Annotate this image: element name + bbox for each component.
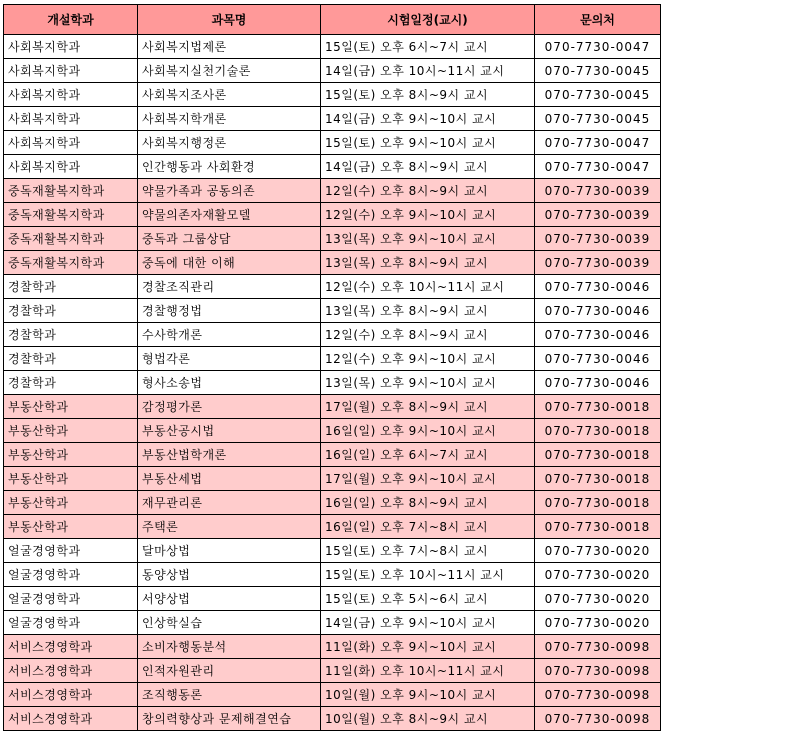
contact-cell: 070-7730-0018 [535,443,661,467]
contact-cell: 070-7730-0098 [535,635,661,659]
table-row [4,467,661,491]
schedule-cell: 16일(일) 오후 8시~9시 교시 [321,491,535,515]
table-row [4,587,661,611]
subject-cell: 서양상법 [138,587,321,611]
table-row [4,419,661,443]
schedule-cell: 17일(월) 오후 9시~10시 교시 [321,467,535,491]
department-cell: 사회복지학과 [4,83,138,107]
subject-cell: 부동산법학개론 [138,443,321,467]
department-cell: 경찰학과 [4,371,138,395]
schedule-cell: 13일(목) 오후 9시~10시 교시 [321,227,535,251]
table-row [4,107,661,131]
schedule-cell: 11일(화) 오후 10시~11시 교시 [321,659,535,683]
table-row [4,659,661,683]
subject-cell: 감정평가론 [138,395,321,419]
table-row [4,707,661,731]
contact-cell: 070-7730-0039 [535,251,661,275]
subject-cell: 약물가족과 공동의존 [138,179,321,203]
schedule-cell: 15일(토) 오후 6시~7시 교시 [321,35,535,59]
table-row [4,323,661,347]
schedule-cell: 11일(화) 오후 9시~10시 교시 [321,635,535,659]
subject-cell: 중독과 그룹상담 [138,227,321,251]
schedule-cell: 16일(일) 오후 6시~7시 교시 [321,443,535,467]
table-row [4,203,661,227]
contact-cell: 070-7730-0045 [535,107,661,131]
schedule-cell: 13일(목) 오후 8시~9시 교시 [321,299,535,323]
subject-cell: 인간행동과 사회환경 [138,155,321,179]
contact-cell: 070-7730-0046 [535,275,661,299]
schedule-cell: 14일(금) 오후 9시~10시 교시 [321,611,535,635]
subject-cell: 조직행동론 [138,683,321,707]
contact-cell: 070-7730-0046 [535,371,661,395]
table-row [4,515,661,539]
department-cell: 중독재활복지학과 [4,251,138,275]
header-subject: 과목명 [138,5,321,35]
schedule-cell: 15일(토) 오후 8시~9시 교시 [321,83,535,107]
subject-cell: 사회복지실천기술론 [138,59,321,83]
department-cell: 얼굴경영학과 [4,539,138,563]
subject-cell: 사회복지조사론 [138,83,321,107]
table-row [4,635,661,659]
header-row [4,5,661,35]
department-cell: 중독재활복지학과 [4,179,138,203]
contact-cell: 070-7730-0039 [535,227,661,251]
department-cell: 부동산학과 [4,419,138,443]
schedule-cell: 10일(월) 오후 9시~10시 교시 [321,683,535,707]
department-cell: 사회복지학과 [4,35,138,59]
table-row [4,35,661,59]
schedule-cell: 13일(목) 오후 8시~9시 교시 [321,251,535,275]
department-cell: 얼굴경영학과 [4,563,138,587]
schedule-cell: 15일(토) 오후 9시~10시 교시 [321,131,535,155]
exam-schedule-table [3,4,661,731]
contact-cell: 070-7730-0018 [535,467,661,491]
table-row [4,683,661,707]
header-schedule: 시험일정(교시) [321,5,535,35]
contact-cell: 070-7730-0018 [535,491,661,515]
department-cell: 부동산학과 [4,515,138,539]
department-cell: 부동산학과 [4,491,138,515]
schedule-cell: 12일(수) 오후 9시~10시 교시 [321,347,535,371]
table-row [4,131,661,155]
table-row [4,491,661,515]
contact-cell: 070-7730-0098 [535,659,661,683]
schedule-cell: 12일(수) 오후 10시~11시 교시 [321,275,535,299]
subject-cell: 경찰행정법 [138,299,321,323]
department-cell: 경찰학과 [4,347,138,371]
department-cell: 사회복지학과 [4,131,138,155]
contact-cell: 070-7730-0020 [535,587,661,611]
subject-cell: 약물의존자재활모델 [138,203,321,227]
contact-cell: 070-7730-0047 [535,155,661,179]
table-body [4,35,661,731]
table-row [4,347,661,371]
table-row [4,155,661,179]
table-row [4,395,661,419]
department-cell: 서비스경영학과 [4,683,138,707]
header-department: 개설학과 [4,5,138,35]
department-cell: 사회복지학과 [4,155,138,179]
contact-cell: 070-7730-0039 [535,203,661,227]
schedule-cell: 17일(월) 오후 8시~9시 교시 [321,395,535,419]
contact-cell: 070-7730-0039 [535,179,661,203]
table-row [4,83,661,107]
department-cell: 사회복지학과 [4,107,138,131]
schedule-cell: 12일(수) 오후 9시~10시 교시 [321,203,535,227]
table-row [4,251,661,275]
header-contact: 문의처 [535,5,661,35]
department-cell: 부동산학과 [4,395,138,419]
contact-cell: 070-7730-0018 [535,419,661,443]
subject-cell: 부동산공시법 [138,419,321,443]
subject-cell: 부동산세법 [138,467,321,491]
schedule-cell: 16일(일) 오후 7시~8시 교시 [321,515,535,539]
schedule-cell: 15일(토) 오후 10시~11시 교시 [321,563,535,587]
department-cell: 경찰학과 [4,323,138,347]
contact-cell: 070-7730-0020 [535,563,661,587]
contact-cell: 070-7730-0046 [535,299,661,323]
subject-cell: 재무관리론 [138,491,321,515]
contact-cell: 070-7730-0020 [535,611,661,635]
schedule-cell: 14일(금) 오후 10시~11시 교시 [321,59,535,83]
table-row [4,371,661,395]
department-cell: 중독재활복지학과 [4,227,138,251]
table-row [4,275,661,299]
department-cell: 서비스경영학과 [4,707,138,731]
subject-cell: 인적자원관리 [138,659,321,683]
table-row [4,299,661,323]
table-row [4,563,661,587]
table-header [4,5,661,35]
department-cell: 서비스경영학과 [4,659,138,683]
table-row [4,227,661,251]
subject-cell: 창의력향상과 문제해결연습 [138,707,321,731]
table-row [4,539,661,563]
contact-cell: 070-7730-0046 [535,347,661,371]
department-cell: 부동산학과 [4,443,138,467]
department-cell: 중독재활복지학과 [4,203,138,227]
subject-cell: 동양상법 [138,563,321,587]
department-cell: 부동산학과 [4,467,138,491]
subject-cell: 수사학개론 [138,323,321,347]
schedule-cell: 15일(토) 오후 7시~8시 교시 [321,539,535,563]
subject-cell: 주택론 [138,515,321,539]
schedule-cell: 14일(금) 오후 9시~10시 교시 [321,107,535,131]
schedule-cell: 13일(목) 오후 9시~10시 교시 [321,371,535,395]
contact-cell: 070-7730-0018 [535,515,661,539]
contact-cell: 070-7730-0098 [535,707,661,731]
subject-cell: 사회복지행정론 [138,131,321,155]
subject-cell: 달마상법 [138,539,321,563]
schedule-cell: 14일(금) 오후 8시~9시 교시 [321,155,535,179]
contact-cell: 070-7730-0047 [535,35,661,59]
table-row [4,179,661,203]
department-cell: 얼굴경영학과 [4,587,138,611]
subject-cell: 중독에 대한 이해 [138,251,321,275]
subject-cell: 소비자행동분석 [138,635,321,659]
subject-cell: 사회복지학개론 [138,107,321,131]
contact-cell: 070-7730-0047 [535,131,661,155]
contact-cell: 070-7730-0045 [535,59,661,83]
contact-cell: 070-7730-0018 [535,395,661,419]
schedule-cell: 12일(수) 오후 8시~9시 교시 [321,323,535,347]
department-cell: 경찰학과 [4,275,138,299]
contact-cell: 070-7730-0045 [535,83,661,107]
schedule-cell: 16일(일) 오후 9시~10시 교시 [321,419,535,443]
department-cell: 얼굴경영학과 [4,611,138,635]
subject-cell: 경찰조직관리 [138,275,321,299]
table-row [4,59,661,83]
contact-cell: 070-7730-0046 [535,323,661,347]
subject-cell: 형사소송법 [138,371,321,395]
table-row [4,443,661,467]
contact-cell: 070-7730-0098 [535,683,661,707]
subject-cell: 형법각론 [138,347,321,371]
subject-cell: 사회복지법제론 [138,35,321,59]
schedule-cell: 10일(월) 오후 8시~9시 교시 [321,707,535,731]
schedule-cell: 12일(수) 오후 8시~9시 교시 [321,179,535,203]
department-cell: 서비스경영학과 [4,635,138,659]
schedule-cell: 15일(토) 오후 5시~6시 교시 [321,587,535,611]
contact-cell: 070-7730-0020 [535,539,661,563]
table-row [4,611,661,635]
subject-cell: 인상학실습 [138,611,321,635]
department-cell: 사회복지학과 [4,59,138,83]
department-cell: 경찰학과 [4,299,138,323]
